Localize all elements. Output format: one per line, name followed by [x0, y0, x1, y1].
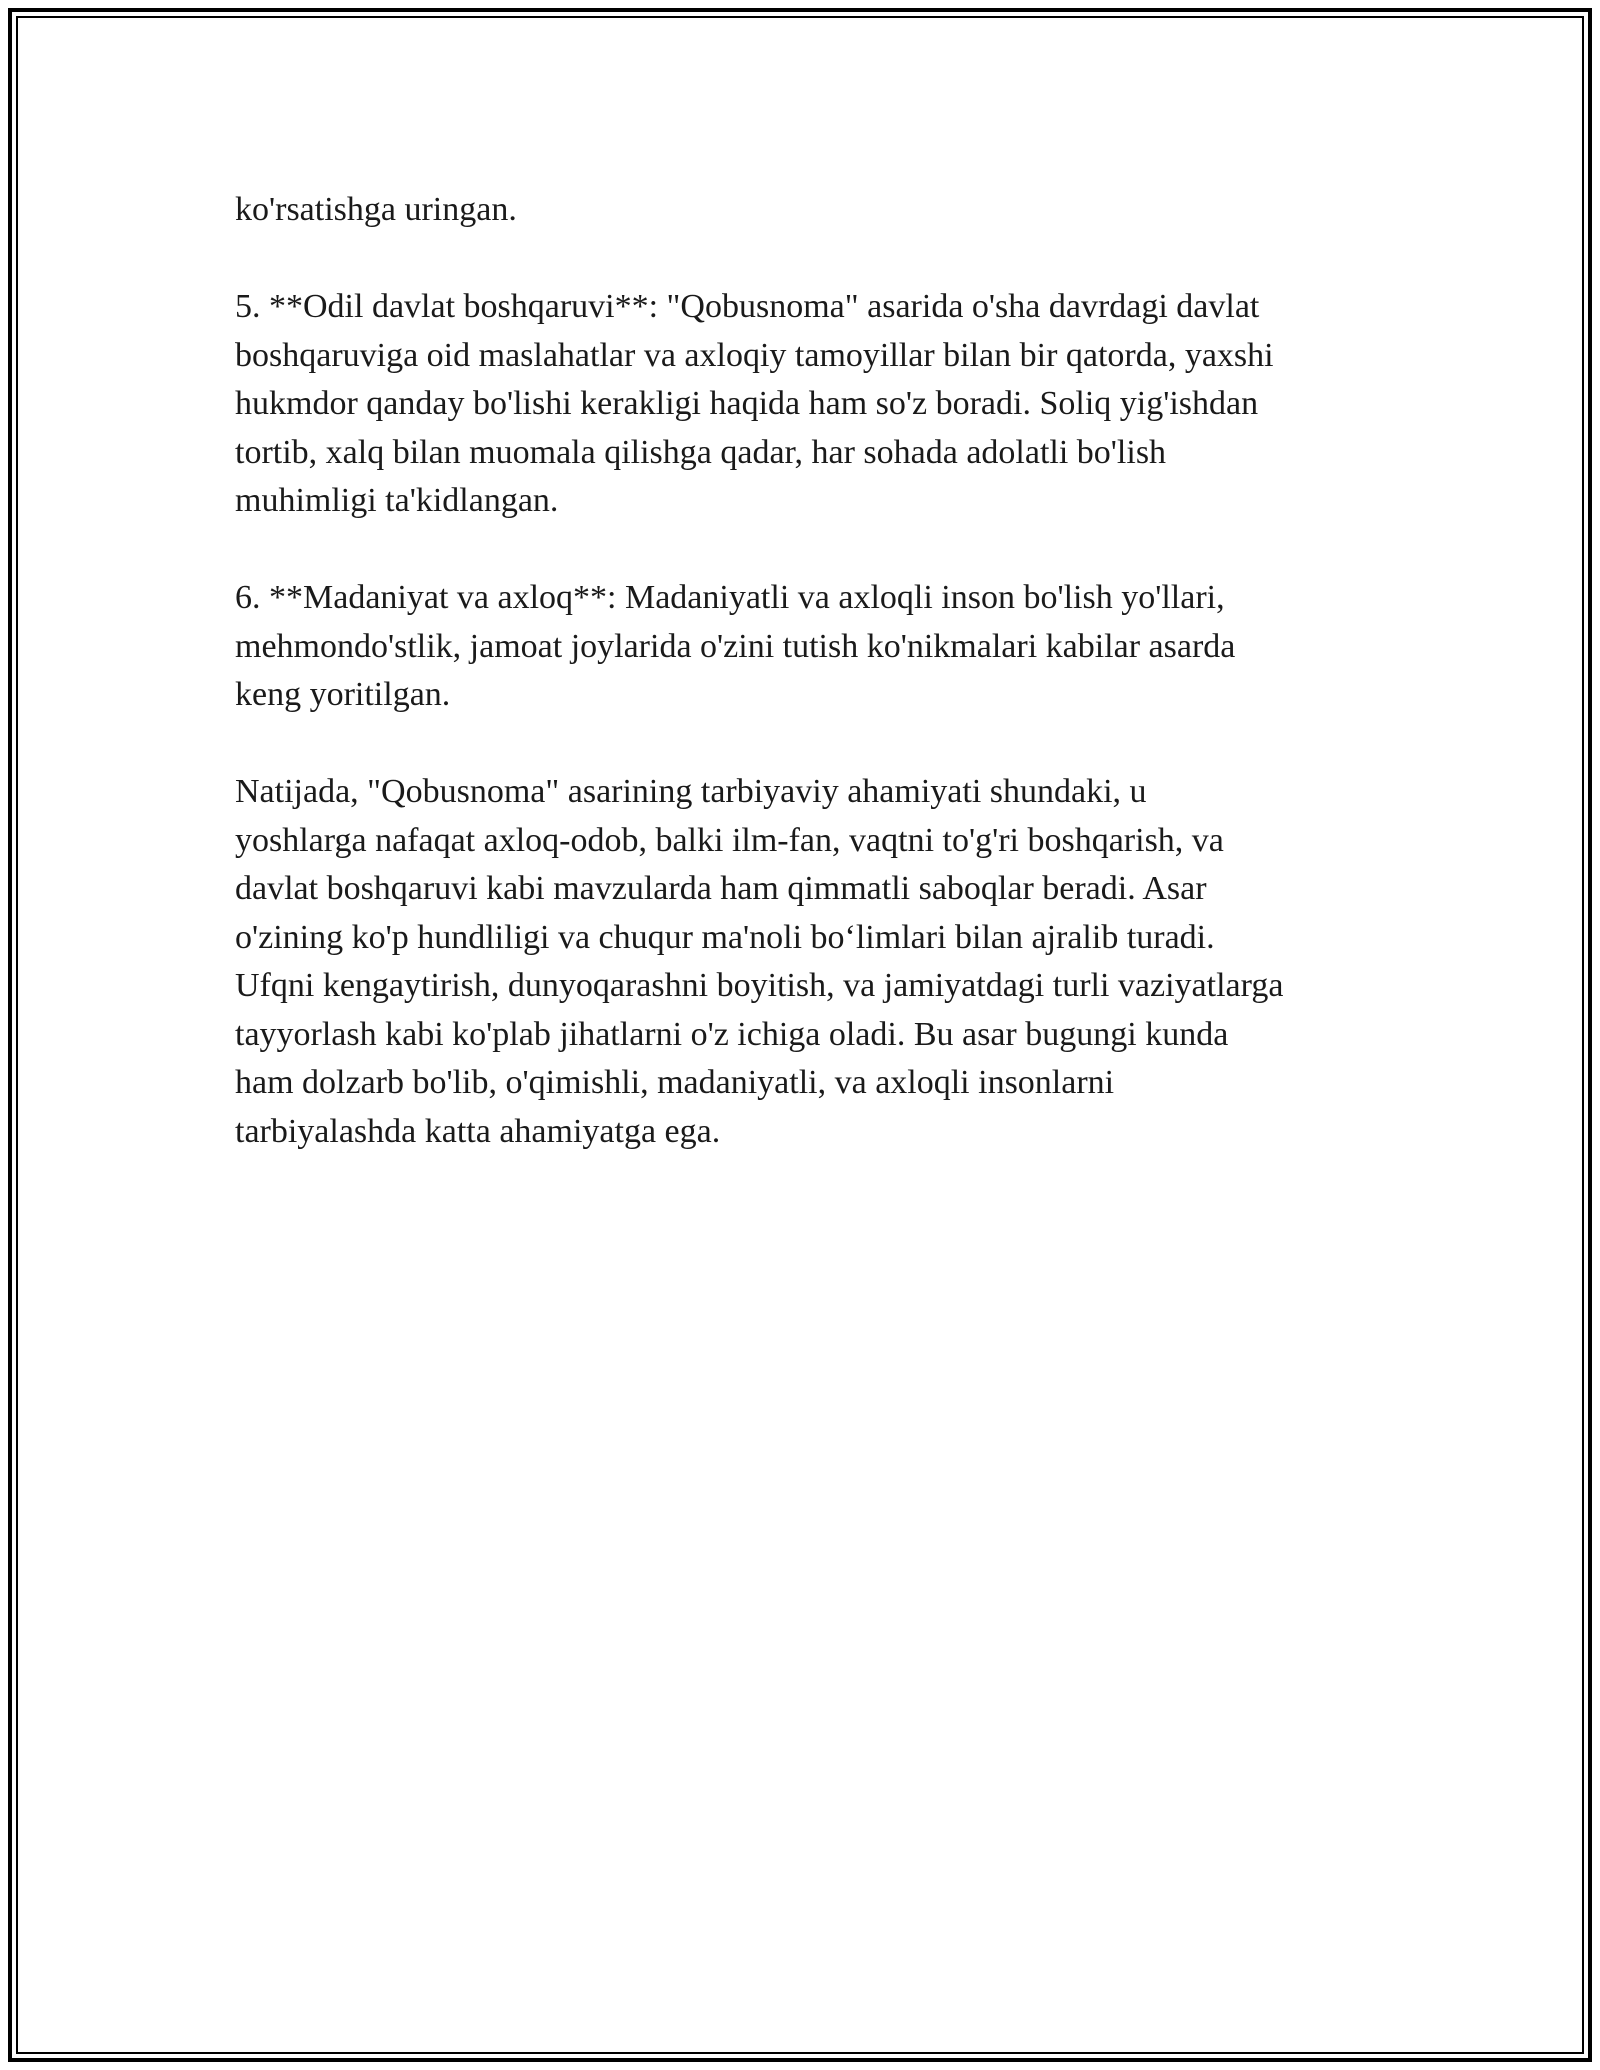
paragraph-conclusion: Natijada, "Qobusnoma" asarining tarbiyaviy ahamiyati shundaki, u yoshlarga nafaqat axloq-odob, balki ilm-fan, vaqtni to'g'ri boshqarish, va davlat boshqaruvi kabi mavzularda ham qimmatli saboqlar beradi. Asar o'zining ko'p hundliligi va chuqur ma'noli bo‘limlari bilan ajralib turadi. Ufqni kengaytirish, dunyoqarashni boyitish, va jamiyatdagi turli vaziyatlarga tayyorlash kabi ko'plab jihatlarni o'z ichiga oladi. Bu asar bugungi kunda ham dolzarb bo'lib, o'qimishli, madaniyatli, va axloqli insonlarni tarbiyalashda katta ahamiyatga ega. [235, 773, 1284, 1150]
document-body [235, 186, 1375, 1205]
paragraph-continuation: ko'rsatishga uringan. [235, 191, 517, 228]
paragraph-point-6: 6. **Madaniyat va axloq**: Madaniyatli va axloqli inson bo'lish yo'llari, mehmondo'stlik, jamoat joylarida o'zini tutish ko'nikmalari kabilar asarda keng yoritilgan. [235, 579, 1236, 713]
paragraph-point-5: 5. **Odil davlat boshqaruvi**: "Qobusnoma" asarida o'sha davrdagi davlat boshqaruviga oid maslahatlar va axloqiy tamoyillar bilan bir qatorda, yaxshi hukmdor qanday bo'lishi kerakligi haqida ham so'z boradi. Soliq yig'ishdan tortib, xalq bilan muomala qilishga qadar, har sohada adolatli bo'lish muhimligi ta'kidlangan. [235, 288, 1274, 519]
